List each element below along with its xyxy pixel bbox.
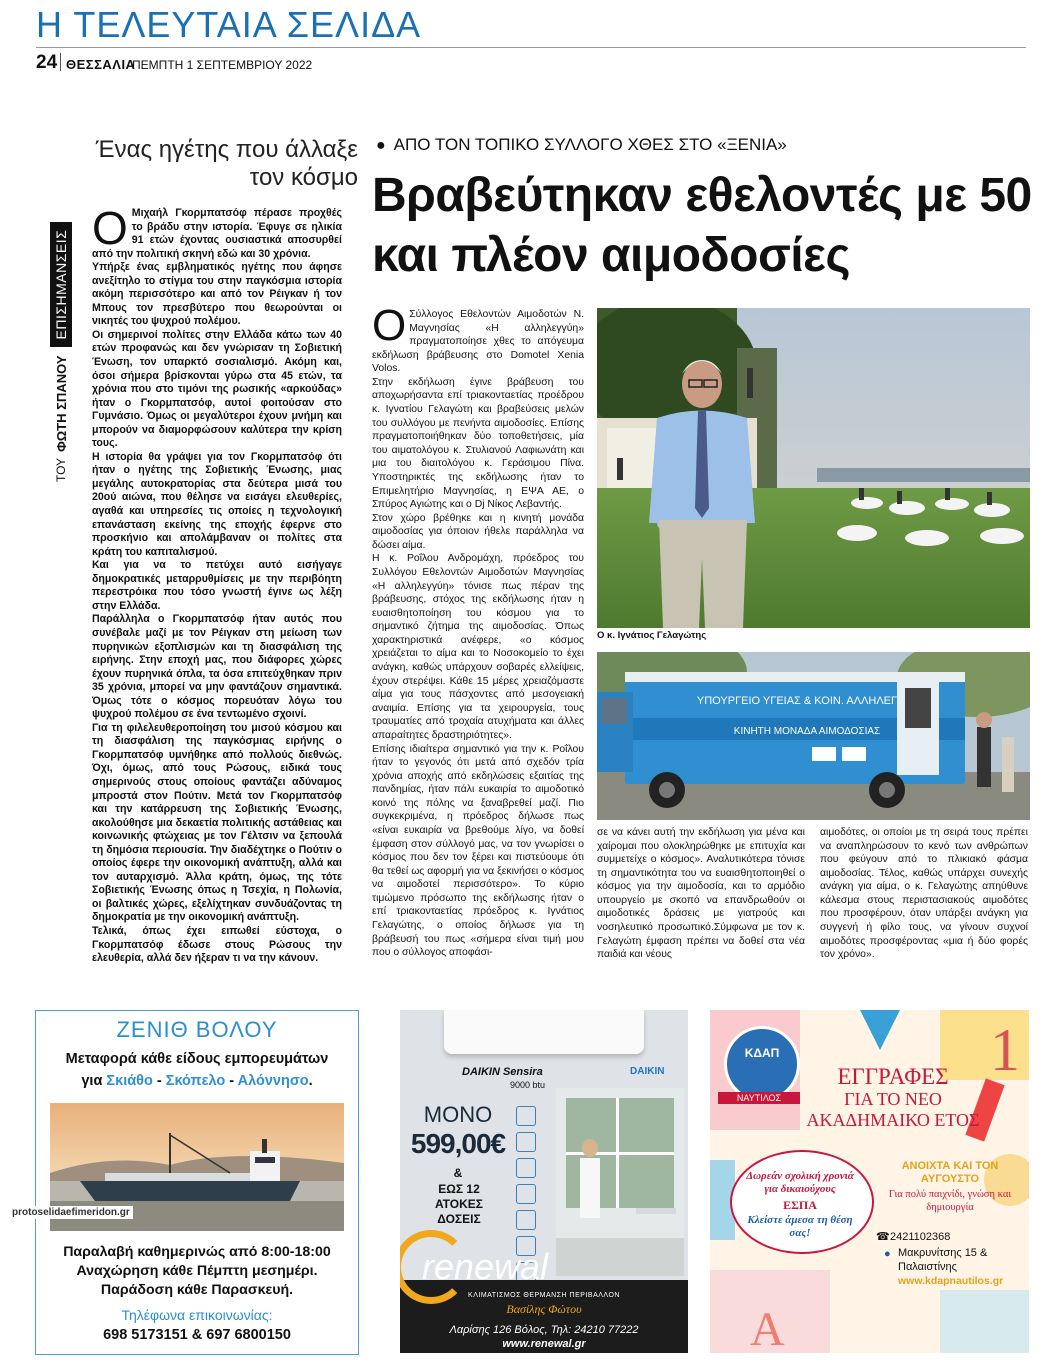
ad-zenith-volou[interactable]: [35, 1010, 359, 1355]
feature-icon: [516, 1210, 536, 1230]
svg-text:A: A: [750, 1303, 785, 1353]
truck-text: ΥΠΟΥΡΓΕΙΟ ΥΓΕΙΑΣ & ΚΟΙΝ. ΑΛΛΗΛΕΓ: [696, 695, 898, 707]
ad1-line2: για Σκιάθο - Σκόπελο - Αλόννησο.: [81, 1073, 313, 1089]
ad-renewal-daikin[interactable]: [400, 1010, 688, 1353]
column-paragraph: Για τη φιλελευθεροποίηση του μισού κόσμου και τη διασφάλιση της παγκόσμιας ειρήνης ο Γκορμπατσόφ υμνήθηκε από πολλούς διεθνώς. Όχι, όμως, από τους Ρώσους, ειδικά τους σημερινούς στους οποίους φαντάζει αδύναμος μπροστά στον Πούτιν. Μετά τον Γκορμπατσόφ και την κατάρρευση της Σοβιετικής Ένωσης, ακολούθησε μια δεκαετία πολιτικής αστάθειας και κοινωνικής φτώχειας με τον Γέλτσιν να ξεπουλά τη δημόσια περιουσία. Την διαδέχτηκε ο Πούτιν ο οποίος έφερε την οικονομική ανάπτυξη, αλλά και τον αυταρχισμό. Άλλα κράτη, όμως, της τότε Σοβιετικής Ένωσης όπως η Τσεχία, η Πολωνία, οι βαλτικές χώρες, εξελίχτηκαν συνδυάζοντας τη δημοκρατία με την οικονομική ανάπτυξη.: [92, 721, 342, 924]
ad2-photo: [556, 1088, 684, 1276]
ac-unit-image: [444, 1010, 644, 1054]
ad3-title3: ΑΚΑΔΗΜΑΙΚΟ ΕΤΟΣ: [806, 1110, 980, 1130]
paper-name: ΘΕΣΣΑΛΙΑ: [66, 57, 136, 72]
phone-icon: ☎: [876, 1231, 890, 1243]
ad3-bubble-cta: Κλείστε άμεσα τη θέση σας!: [747, 1214, 853, 1239]
kdap-badge-text: ΚΔΑΠ: [744, 1046, 780, 1060]
column-label: ΕΠΙΣΗΜΑΝΣΕΙΣ: [50, 222, 72, 348]
article-kicker: ● ΑΠΟ ΤΟΝ ΤΟΠΙΚΟ ΣΥΛΛΟΓΟ ΧΘΕΣ ΣΤΟ «ΞΕΝΙΑ»: [376, 135, 787, 154]
ad1-schedule-line: Αναχώρηση κάθε Πέμπτη μεσημέρι.: [76, 1263, 318, 1279]
feature-icon: [516, 1106, 536, 1126]
photo-caption: Ο κ. Ιγνάτιος Γελαγώτης: [597, 630, 707, 641]
ad1-schedule-line: Παραλαβή καθημερινώς από 8:00-18:00: [63, 1244, 331, 1260]
photo-blood-truck: [597, 652, 1030, 820]
article-paragraph: αιμοδότες, οι οποίοι με τη σειρά τους πρέπει να αναπληρώσουν το κενό των ανθρώπων που φεύγουν από το πλικιακό φάσμα αιμοδοσίας. Τέλος, καθώς υπάρχει συνεχής ανάγκη για αίμα, ο κ. Γελαγώτης απηύθυνε κάλεσμα στους περιστασιακούς αιμοδότες που προσφέρουν, όταν υπάρξει ανάγκη για συγγενή ή φίλο τους, να γίνουν συχνοί αιμοδότες προσφέροντας «μια ή δύο φορές τον χρόνο».: [820, 827, 1028, 961]
photo-gelagotis: [597, 308, 1030, 628]
column-paragraph: Οι σημερινοί πολίτες στην Ελλάδα κάτω των 40 ετών προφανώς και δεν γνώρισαν τη Σοβιετική Ένωση, τον υπαρκτό σοσιαλισμό. Ακόμη και, όσοι σήμερα βρίσκονται γύρω στα 45 ετών, τα χρόνια που στο τιμόνι της ρωσικής «αρκούδας» ήταν ο Γκορμπατσόφ, αυτοί φοιτούσαν στο Γυμνάσιο. Όμως οι μεγαλύτεροι έχουν μνήμη και μπορούν να διαμορφώσουν καλύτερα την κρίση τους.: [92, 328, 342, 450]
ad2-only: ΜΟΝΟ: [423, 1102, 493, 1127]
ad3-open-sub: Για πολύ παιχνίδι, γνώση και δημιουργία: [888, 1189, 1012, 1213]
ad2-model: DAIKIN Sensira: [462, 1066, 543, 1078]
ad2-installments: ΕΩΣ 12 ΑΤΟΚΕΣ ΔΟΣΕΙΣ: [435, 1182, 483, 1226]
author-prefix: ΤΟΥ: [54, 457, 68, 482]
kdap-badge-name: ΝΑΥΤΙΛΟΣ: [718, 1092, 800, 1104]
ad2-price: 599,00€: [410, 1128, 506, 1159]
ad1-phones[interactable]: 698 5173151 & 697 6800150: [103, 1327, 291, 1343]
ad2-btu: 9000 btu: [510, 1080, 546, 1090]
column-title: Ένας ηγέτης που άλλαξε τον κόσμο: [95, 136, 358, 191]
section-title: Η ΤΕΛΕΥΤΑΙΑ ΣΕΛΙΔΑ: [36, 4, 422, 45]
column-paragraph: Παράλληλα ο Γκορμπατσόφ ήταν αυτός που συνέβαλε μαζί με τον Ρέιγκαν στη μείωση των πυρηνικών εξοπλισμών και τη διασφάλιση της ειρήνης. Στην εποχή μας, που διάφορες χώρες έχουν πυρηνικά όπλα, τα όσα επιτεύχθηκαν πριν 35 χρόνια, μπορεί να μην φαντάζουν σημαντικά. Όμως τότε ο κόσμος πορευόταν λόγω του ψυχρού πολέμου σε ένα τεντωμένο σχοινί.: [92, 613, 342, 721]
article-paragraph: Η κ. Ροΐλου Ανδρομάχη, πρόεδρος του Συλλόγου Εθελοντών Αιμοδοτών Μαγνησίας «Η αλληλεγγύη» τόνισε πως πέραν της βράβευσης, στόχος της εκδήλωσης ήταν η ευαισθητοποίηση του κόσμου για το σημαντικό ζήτημα της αιμοδοσίας. Όπως χαρακτηριστικά ανέφερε, «ο κόσμος χρειάζεται το αίμα και το Νοσοκομείο το έχει ανάγκη, καθώς υπάρχουν σοβαρές ελλείψεις, έχουν στερέψει. Κάθε 15 μέρες χρειαζόμαστε αίμα για τους πάσχοντες από μεσογειακή αναιμία. Επίσης για τα χειρουργεία, τους τραυματίες από τροχαία ατυχήματα και άλλες απαραίτητες δραστηριότητες».: [372, 553, 584, 741]
renewal-owner: Βασίλης Φώτου: [506, 1302, 582, 1316]
ad-kdap-nautilos[interactable]: [710, 1010, 1029, 1353]
column-paragraph: Ο Μιχαήλ Γκορμπατσόφ πέρασε προχθές το βράδυ στην ιστορία. Έφυγε σε ηλικία 91 ετών έχοντας ουσιαστικά αποσυρθεί από την πολιτική σκηνή εδώ και 30 χρόνια.: [92, 202, 342, 260]
ad1-line1: Μεταφορά κάθε είδους εμπορευμάτων: [65, 1051, 329, 1067]
header-divider: [60, 53, 61, 71]
ad2-address: Λαρίσης 126 Βόλος, Τηλ: 24210 77222: [449, 1324, 639, 1336]
ad1-schedule-line: Παράδοση κάθε Παρασκευή.: [100, 1282, 294, 1298]
ad3-phone[interactable]: 2421102368: [890, 1231, 951, 1243]
article-paragraph: Στην εκδήλωση έγινε βράβευση του αποχωρήσαντα επί τριακονταετίας προέδρου κ. Ιγνατίου Γελαγώτη και βραβεύσεις μελών του συλλόγου με πενήντα αιμοδοσίες. Επίσης πραγματοποιήθηκαν δύο τοποθετήσεις, μία του αιματολόγου κ. Στυλιανού Λαφιωνάτη και μια του διαιτολόγου κ. Γεράσιμου Πίνα. Υποστηρικτές της εκδήλωσης ήταν το Επιμελητήριο Μαγνησίας, η ΕΨΑ ΑΕ, ο Σπύρος Αγιώτης και ο Dj Νίκος Λεβαντής.: [372, 376, 584, 511]
truck-text-2: ΚΙΝΗΤΗ ΜΟΝΑΔΑ ΑΙΜΟΔΟΣΙΑΣ: [733, 726, 881, 737]
header-rule: [36, 47, 1026, 48]
ad1-phones-label: Τηλέφωνα επικοινωνίας:: [121, 1307, 273, 1323]
column-paragraph: Τελικά, όπως έχει ειπωθεί εύστοχα, ο Γκορμπατσόφ έδωσε στους Ρώσους την ελευθερία, αλλά δεν ήξεραν τι να την κάνουν.: [92, 924, 342, 965]
daikin-logo: DAIKIN: [630, 1066, 665, 1077]
drop-cap: Ο: [92, 202, 128, 254]
bullet-icon: ●: [376, 137, 386, 154]
renewal-sub: ΚΛΙΜΑΤΙΣΜΟΣ ΘΕΡΜΑΝΣΗ ΠΕΡΙΒΑΛΛΟΝ: [468, 1292, 620, 1299]
column-author: ΦΩΤΗ ΣΠΑΝΟΥ: [53, 355, 69, 452]
column-paragraph: Η ιστορία θα γράψει για τον Γκορμπατσόφ ότι ήταν ο ηγέτης της Σοβιετικής Ένωσης, μιας μεγάλης αυτοκρατορίας στα δεύτερα μισά του 20ού αιώνα, που θέλησε να εισάγει ελευθερίες, αγαθά και υπηρεσίες τις οποίες η τεχνολογική επανάσταση εκείνης της εποχής έφερνε στο προσκήνιο και απολάμβαναν οι πολίτες στα κράτη του καπιταλισμού.: [92, 450, 342, 558]
ad2-amp: &: [453, 1166, 463, 1180]
article-column-2: [597, 826, 805, 962]
drop-cap: Ο: [372, 301, 407, 350]
watermark: protoselidaefimeridon.gr: [9, 1206, 133, 1219]
column-paragraph: Υπήρξε ένας εμβληματικός ηγέτης που άφησε ανεξίτηλο το στίγμα του στην παγκόσμια ιστορία ακόμη περισσότερο και από τον Ρέιγκαν ή τον Μπους τον πρεσβύτερο που θεωρούνται οι νικητές του ψυχρού πολέμου.: [92, 261, 342, 328]
ad3-open: ΑΝΟΙΧΤΑ ΚΑΙ ΤΟΝ ΑΥΓΟΥΣΤΟ: [901, 1160, 999, 1185]
renewal-logo: renewal: [422, 1246, 549, 1287]
article-paragraph: Επίσης ιδιαίτερα σημαντικό για την κ. Ροΐλου ήταν το γεγονός ότι μετά από σχεδόν τρία χρόνια αποχής από εκδηλώσεις εξαιτίας της πανδημίας, ήταν πάλι ευκαιρία το αιμοδοτικό κοινό της πόλης να ξαναβρεθεί μαζί. Πιο συγκεκριμένα, η πρόεδρος δήλωσε πως «είναι ευκαιρία να βρεθούμε λίγο, να δοθεί έμφαση στον σύλλογό μας, να τον γνωρίσει ο κόσμος που δεν τον ξέρει και πιστεύουμε ότι θα τεθεί ως αφορμή για να ξεκινήσει ο κόσμος να αιμοδοτεί περισσότερο». Το κύριο τιμώμενο πρόσωπο της εκδήλωσης ήταν ο επί τριακονταετίας πρόεδρος κ. Ιγνάτιος Γελαγώτης, ο οποίος δήλωσε για τη βράβευσή του πως «σήμερα είναι τιμή μου που ο σύλλογος αποφάσι-: [372, 743, 584, 959]
article-headline: Βραβεύτηκαν εθελοντές με 50 και πλέον αιμοδοσίες: [372, 169, 1032, 282]
ad3-address: Μακρυνίτσης 15 & Παλαιστίνης: [898, 1247, 988, 1273]
ad3-bubble-text: Δωρεάν σχολική χρονιά για δικαιούχους: [746, 1170, 854, 1195]
ad1-schedule: [36, 1243, 358, 1300]
article-paragraph: σε να κάνει αυτή την εκδήλωση για μένα και χαίρομαι που ολοκληρώθηκε με επιτυχία και συμμετείχε ο κόσμος». Αναλυτικότερα τόνισε τη σημαντικότητα του να ευαισθητοποιηθεί ο κόσμος για την αιμοδοσία, και το αρμόδιο υπουργείο με σκοπό να επανδρωθούν οι αιμοδοτικές δράσεις με γιατρούς και νοσηλευτικό προσωπικό.Σύμφωνα με τον κ. Γελαγώτη έμφαση πρέπει να δοθεί στα νέα παιδιά και νέους: [597, 827, 805, 961]
svg-text:1: 1: [990, 1017, 1020, 1083]
ad3-web[interactable]: www.kdapnautilos.gr: [898, 1275, 1004, 1287]
column-paragraph: Και για να το πετύχει αυτό εισήγαγε δημοκρατικές μεταρρυθμίσεις με την περιβόητη περεστρόικα που τόσο γνωστή έγινε ως λέξη στην Ελλάδα.: [92, 559, 342, 612]
article-paragraph: Ο Σύλλογος Εθελοντών Αιμοδοτών Ν. Μαγνησίας «Η αλληλεγγύη» πραγματοποίησε χθες το απόγευμα εκδήλωση βράβευσης στο Domotel Xenia Volos.: [372, 301, 584, 375]
ad2-web[interactable]: www.renewal.gr: [502, 1338, 586, 1350]
ad1-title: ΖΕΝΙΘ ΒΟΛΟΥ: [116, 1017, 278, 1042]
page-number: 24: [36, 52, 58, 73]
location-pin-icon: ●: [884, 1248, 891, 1260]
column-label-vertical: [46, 212, 76, 482]
feature-icon: [516, 1158, 536, 1178]
feature-icon: [516, 1184, 536, 1204]
article-paragraph: Στον χώρο βρέθηκε και η κινητή μονάδα αιμοδοσίας για όποιον ήθελε παράλληλα να δώσει αίμα.: [372, 512, 584, 551]
ad3-bubble-espa: ΕΣΠΑ: [783, 1198, 817, 1212]
article-column-3: [820, 826, 1028, 962]
column-body: [92, 202, 342, 966]
issue-date: ΠΕΜΠΤΗ 1 ΣΕΠΤΕΜΒΡΙΟΥ 2022: [132, 58, 313, 72]
ad3-title1: ΕΓΓΡΑΦΕΣ: [837, 1064, 949, 1089]
ad3-title2: ΓΙΑ ΤΟ ΝΕΟ: [844, 1089, 942, 1109]
article-column-1: [372, 301, 584, 960]
